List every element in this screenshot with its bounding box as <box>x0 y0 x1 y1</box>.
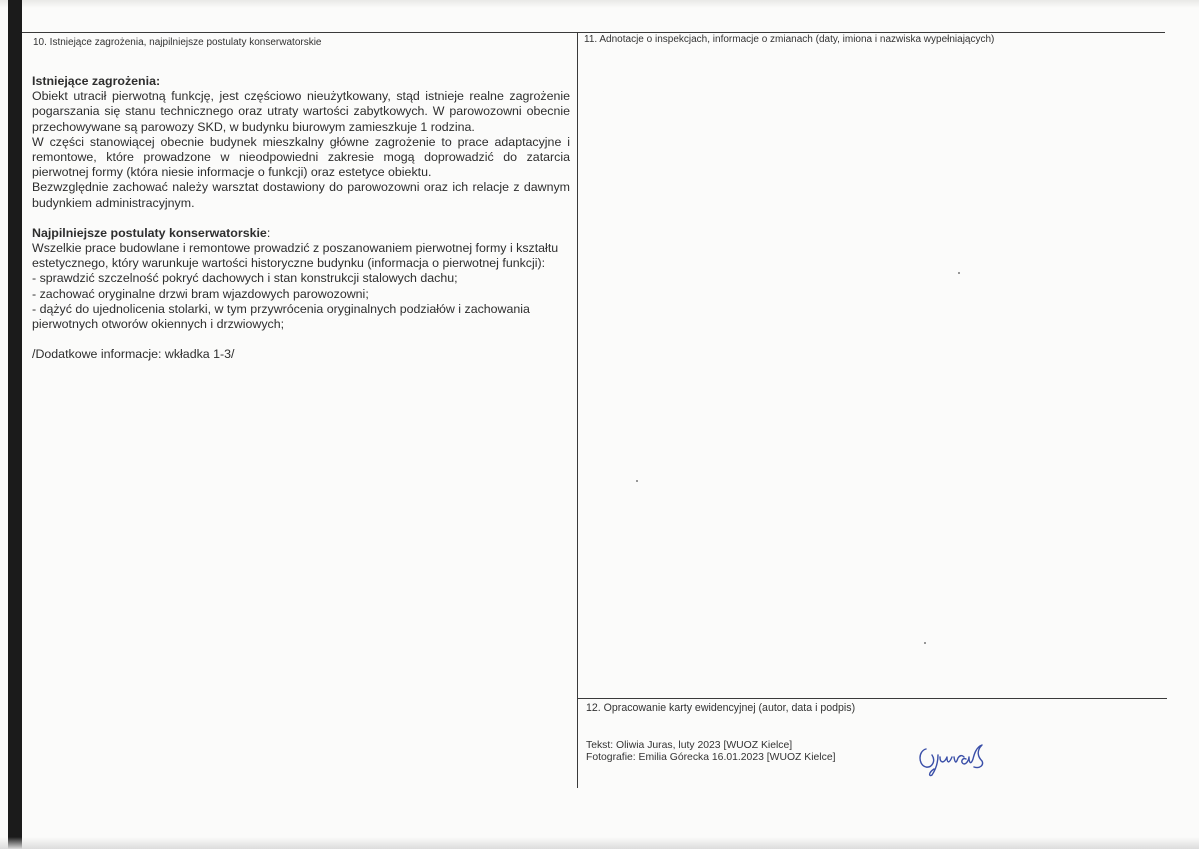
section12-header: 12. Opracowanie karty ewidencyjnej (autor, data i podpis) <box>586 702 856 714</box>
postulates-item: - sprawdzić szczelność pokryć dachowych i stan konstrukcji stalowych dachu; <box>32 271 458 286</box>
threats-paragraph-1: Obiekt utracił pierwotną funkcję, jest częściowo nieużytkowany, stąd istnieje realne zagrożenie pogarszania się stanu technicznego oraz utraty wartości zabytkowych. W parowozowni obecnie przechowywane są parowozy SKD, w budynku biurowym zamieszkuje 1 rodzina. <box>32 89 570 134</box>
scan-top-shade <box>0 0 1199 8</box>
postulates-item: - dążyć do ujednolicenia stolarki, w tym przywrócenia oryginalnych podziałów i zachowania pierwotnych otworów okiennych i drzwiowych; <box>32 301 530 332</box>
section12-top-border <box>577 698 1167 699</box>
threats-paragraph-3: Bezwzględnie zachować należy warsztat dostawiony do parowozowni oraz ich relacje z dawnym budynkiem administracyjnym. <box>32 180 570 210</box>
table-column-divider <box>577 32 578 788</box>
threats-paragraph-2: W części stanowiącej obecnie budynek mieszkalny główne zagrożenie to prace adaptacyjne i remontowe, które prowadzone w nieodpowiedni zakresie mogą doprowadzić do zatarcia pierwotnej formy (która niesie informacje o funkcji) oraz estetyce obiektu. <box>32 134 570 180</box>
signature <box>916 733 1006 777</box>
scan-speck <box>924 642 926 644</box>
postulates-heading-line <box>32 226 570 241</box>
section10-body <box>32 74 570 362</box>
threats-heading: Istniejące zagrożenia: <box>32 74 161 88</box>
postulates-item: - zachować oryginalne drzwi bram wjazdowych parowozowni; <box>32 286 369 301</box>
additional-info: /Dodatkowe informacje: wkładka 1-3/ <box>32 347 235 362</box>
scan-speck <box>636 480 638 482</box>
text-credit: Tekst: Oliwia Juras, luty 2023 [WUOZ Kielce] <box>586 740 793 751</box>
section11-header: 11. Adnotacje o inspekcjach, informacje o zmianach (daty, imiona i nazwiska wypełniających) <box>584 34 995 45</box>
postulates-heading: Najpilniejsze postulaty konserwatorskie <box>32 225 267 240</box>
table-top-border <box>22 32 1165 33</box>
postulates-heading-colon: : <box>266 225 271 240</box>
postulates-intro: Wszelkie prace budowlane i remontowe prowadzić z poszanowaniem pierwotnej formy i kształtu estetycznego, który warunkuje wartości historyczne budynku (informacja o pierwotnej funkcji): <box>32 241 559 271</box>
scan-speck <box>958 272 960 274</box>
scan-bottom-shade <box>0 837 1199 849</box>
scan-binding-edge <box>8 0 22 849</box>
photo-credit: Fotografie: Emilia Górecka 16.01.2023 [WUOZ Kielce] <box>586 752 836 763</box>
section10-header: 10. Istniejące zagrożenia, najpilniejsze postulaty konserwatorskie <box>33 37 322 48</box>
